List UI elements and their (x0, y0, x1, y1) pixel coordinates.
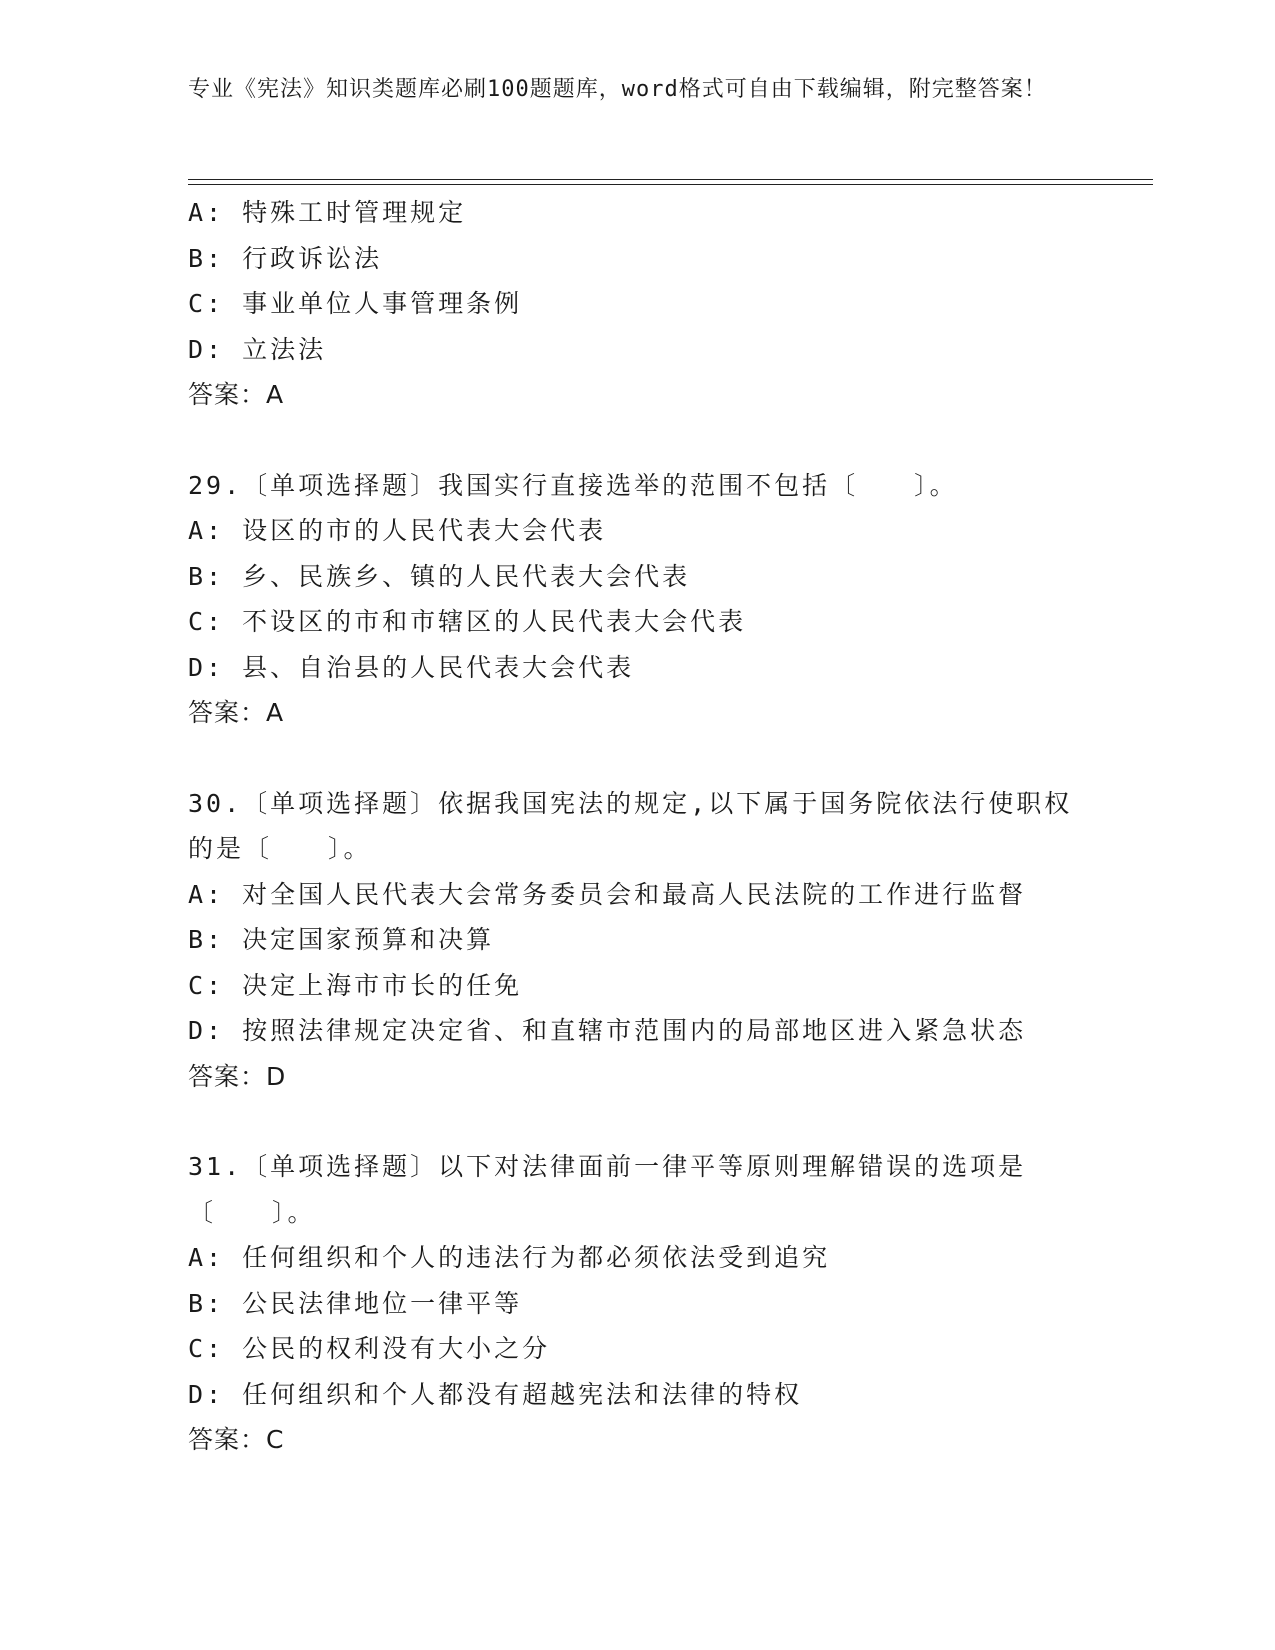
question-text: 29.〔单项选择题〕我国实行直接选举的范围不包括〔 〕。 (188, 470, 958, 500)
option-c: C: 事业单位人事管理条例 (188, 289, 523, 318)
question-31 (188, 1144, 1088, 1463)
question-list (188, 190, 1088, 1463)
option-a: A: 设区的市的人民代表大会代表 (188, 516, 607, 545)
option-c: C: 不设区的市和市辖区的人民代表大会代表 (188, 607, 747, 636)
option-a: A: 对全国人民代表大会常务委员会和最高人民法院的工作进行监督 (188, 879, 1027, 909)
option-b: B: 行政诉讼法 (188, 243, 383, 273)
option-a: A: 任何组织和个人的违法行为都必须依法受到追究 (188, 1243, 831, 1272)
option-b: B: 决定国家预算和决算 (188, 925, 495, 954)
document-header: 专业《宪法》知识类题库必刷100题题库，word格式可自由下载编辑，附完整答案！ (188, 77, 1047, 102)
header-rule-bottom (188, 184, 1153, 185)
option-d: D: 县、自治县的人民代表大会代表 (188, 652, 635, 682)
answer: 答案：D (188, 1061, 287, 1091)
option-d: D: 立法法 (188, 334, 327, 364)
option-c: C: 公民的权利没有大小之分 (188, 1334, 551, 1363)
question-30 (188, 781, 1088, 1100)
question-29 (188, 463, 1088, 736)
question-text: 31.〔单项选择题〕以下对法律面前一律平等原则理解错误的选项是〔 〕。 (188, 1152, 1027, 1227)
option-c: C: 决定上海市市长的任免 (188, 970, 523, 1000)
option-d: D: 任何组织和个人都没有超越宪法和法律的特权 (188, 1379, 803, 1409)
header-rule-top (188, 179, 1153, 180)
answer: 答案：C (188, 1425, 285, 1454)
option-d: D: 按照法律规定决定省、和直辖市范围内的局部地区进入紧急状态 (188, 1016, 1027, 1045)
answer: 答案：A (188, 698, 285, 727)
question-28 (188, 190, 1088, 418)
answer: 答案：A (188, 380, 285, 409)
option-b: B: 乡、民族乡、镇的人民代表大会代表 (188, 561, 691, 591)
question-text: 30.〔单项选择题〕依据我国宪法的规定,以下属于国务院依法行使职权的是〔 〕。 (188, 788, 1073, 863)
option-a: A: 特殊工时管理规定 (188, 198, 467, 227)
option-b: B: 公民法律地位一律平等 (188, 1288, 523, 1318)
